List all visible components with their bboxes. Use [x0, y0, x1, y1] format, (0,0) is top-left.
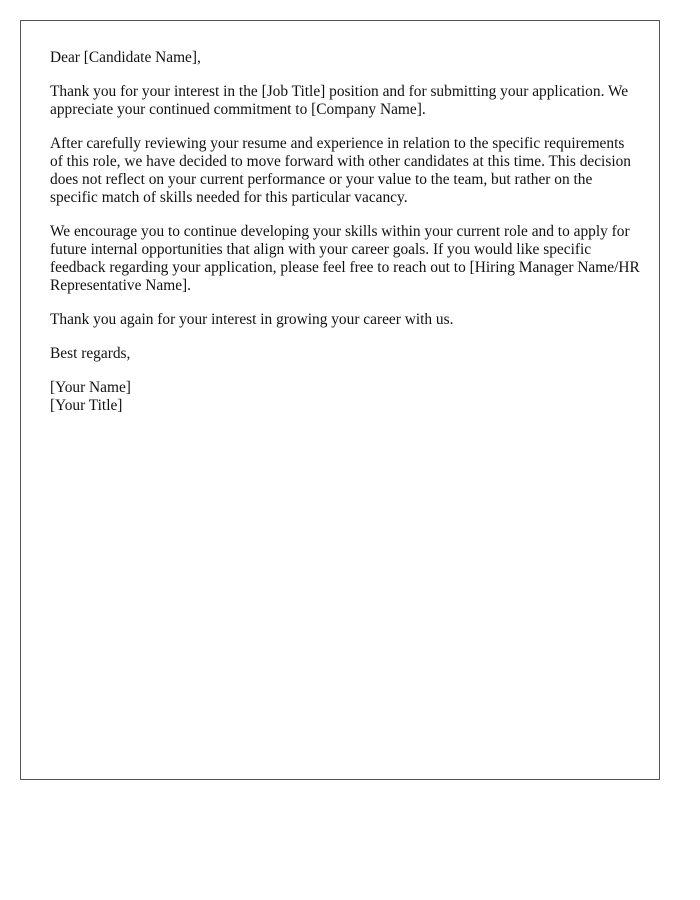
letter-frame	[20, 20, 660, 780]
letter-body	[50, 49, 640, 431]
letter-closing: Best regards,	[50, 345, 131, 362]
letter-signature	[50, 379, 640, 415]
letter-paragraph-1: Thank you for your interest in the [Job Title] position and for submitting your application. We appreciate your continued commitment to [Company Name].	[50, 83, 629, 118]
signature-title: [Your Title]	[50, 397, 123, 414]
letter-paragraph-2: After carefully reviewing your resume and experience in relation to the specific requirements of this role, we have decided to move forward with other candidates at this time. This decision does not reflect on your current performance or your value to the team, but rather on the specific match of skills needed for this particular vacancy.	[50, 135, 631, 206]
letter-salutation: Dear [Candidate Name],	[50, 49, 201, 66]
letter-paragraph-4: Thank you again for your interest in growing your career with us.	[50, 311, 454, 328]
signature-name: [Your Name]	[50, 379, 131, 396]
letter-paragraph-3: We encourage you to continue developing your skills within your current role and to apply for future internal opportunities that align with your career goals. If you would like specific feedback regarding your application, please feel free to reach out to [Hiring Manager Name/HR Representative Name].	[50, 223, 640, 294]
